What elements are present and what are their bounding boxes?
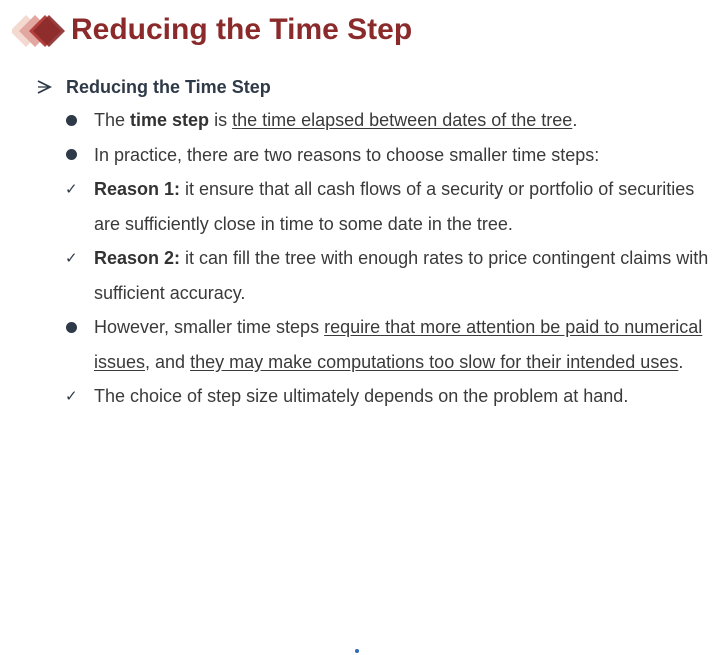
item-text: In practice, there are two reasons to choose smaller time steps: — [94, 144, 600, 165]
item-text: However, smaller time steps — [94, 317, 325, 337]
bullet-dot-icon — [66, 322, 77, 333]
section-heading-text: Reducing the Time Step — [66, 76, 271, 97]
item-text: . — [678, 351, 684, 372]
reason-label: Reason 2: — [94, 248, 181, 268]
item-underlined-text: require that more attention be paid to numerical issues — [94, 317, 703, 372]
reason-label: Reason 1: — [94, 179, 181, 199]
bullet-dot-icon — [66, 115, 77, 126]
footer-dot-decoration — [355, 649, 359, 653]
arrow-bullet-icon — [36, 79, 52, 95]
section-heading — [36, 74, 271, 100]
list-item — [64, 310, 714, 379]
item-text: it can fill the tree with enough rates to price contingent claims with sufficient accuracy. — [94, 248, 709, 303]
item-bold-term: time step — [130, 110, 210, 130]
item-text: The — [94, 110, 131, 130]
list-item — [64, 241, 714, 310]
item-text: it ensure that all cash flows of a security or portfolio of securities are sufficiently close in time to some date in the tree. — [94, 179, 695, 234]
bullet-list — [64, 103, 714, 414]
item-text: . — [572, 110, 578, 130]
bullet-dot-icon — [66, 149, 77, 160]
slide-title: Reducing the Time Step — [71, 13, 413, 46]
item-text: , and — [145, 351, 191, 372]
item-text: is — [209, 110, 233, 130]
item-underlined-text: they may make computations too slow for their intended uses — [190, 351, 679, 372]
checkmark-icon: ✓ — [65, 180, 78, 198]
item-underlined-text: the time elapsed between dates of the tree — [232, 110, 573, 130]
checkmark-icon: ✓ — [65, 249, 78, 267]
list-item — [64, 103, 714, 138]
checkmark-icon: ✓ — [65, 387, 78, 405]
list-item — [64, 138, 714, 173]
item-text: The choice of step size ultimately depends on the problem at hand. — [94, 386, 629, 406]
list-item — [64, 172, 714, 241]
list-item — [64, 379, 714, 414]
diamond-stack-logo-icon — [12, 14, 68, 48]
